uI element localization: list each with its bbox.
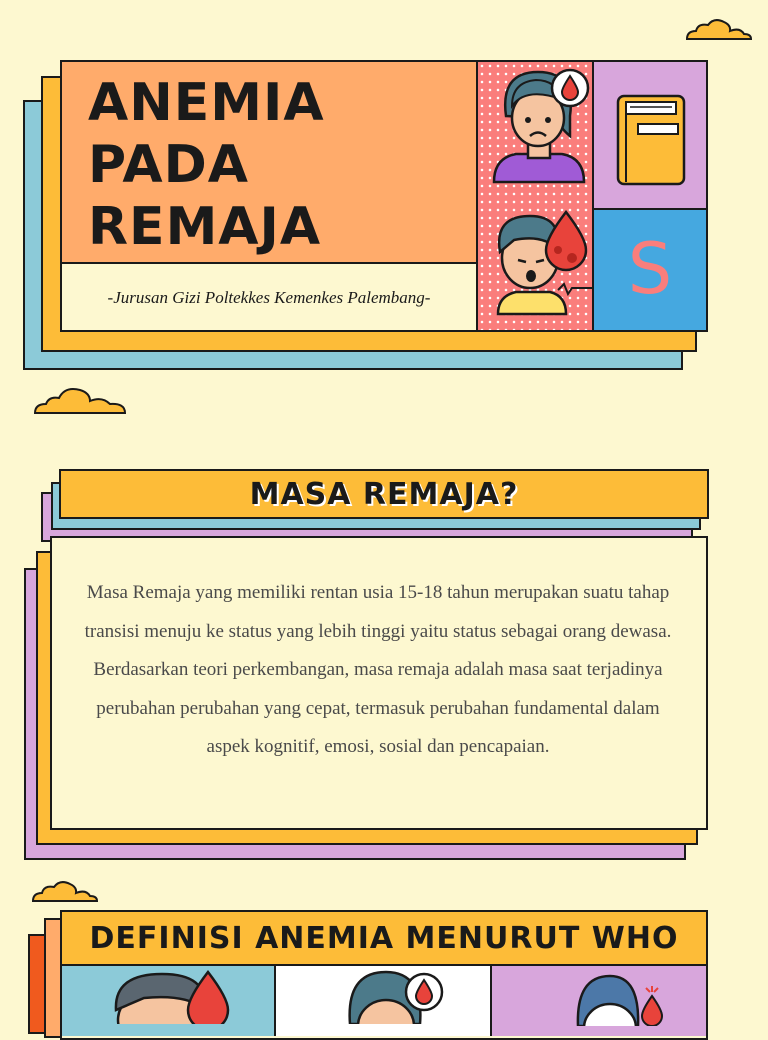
- masa-remaja-body: Masa Remaja yang memiliki rentan usia 15-18 tahun merupakan suatu tahap transisi menuju ke status yang lebih tinggi yaitu status sebagai orang dewasa. Berdasarkan teori perkembangan, masa remaja adalah masa saat terjadinya perubahan perubahan yang cepat, termasuk perubahan fundamental dalam aspek kognitif, emosi, sosial dan pencapaian.: [84, 582, 672, 757]
- page-title: ANEMIA PADA REMAJA: [88, 73, 325, 257]
- book-icon: [612, 92, 690, 188]
- sick-boy-blood-drop-icon: [484, 206, 594, 318]
- sick-boy-blood-drop-icon: [104, 968, 234, 1024]
- cloud-icon: [684, 18, 754, 42]
- sad-woman-blood-drop-icon: [486, 66, 596, 188]
- sad-woman-blood-drop-icon: [340, 968, 450, 1024]
- definisi-heading: DEFINISI ANEMIA MENURUT WHO: [62, 912, 706, 966]
- masa-remaja-heading: MASA REMAJA?: [59, 469, 709, 519]
- sick-person-icon: [570, 970, 670, 1026]
- subtitle: -Jurusan Gizi Poltekkes Kemenkes Palembang-: [107, 288, 431, 307]
- cloud-icon: [32, 384, 128, 416]
- cloud-icon: [30, 880, 100, 904]
- letter-s: S: [627, 228, 673, 310]
